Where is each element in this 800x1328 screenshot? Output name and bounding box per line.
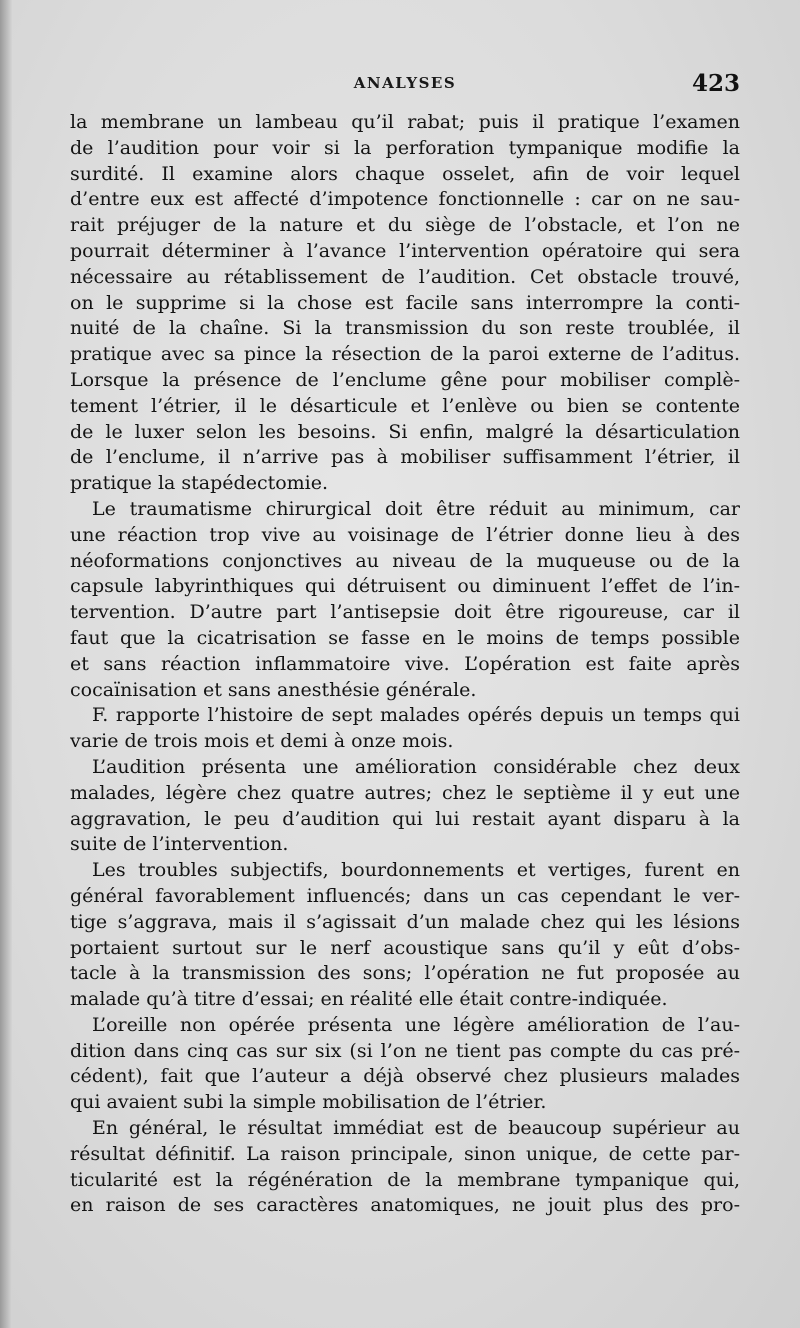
- text-line: portaient surtout sur le nerf acoustique sans qu’il y eût d’obs-: [70, 936, 740, 959]
- text-line: cocaïnisation et sans anesthésie générale.: [70, 678, 477, 701]
- text-line: nuité de la chaîne. Si la transmission du son reste troublée, il: [70, 317, 740, 340]
- text-line: on le supprime si la chose est facile sans interrompre la conti-: [70, 291, 740, 314]
- text-line: qui avaient subi la simple mobilisation de l’étrier.: [70, 1091, 547, 1114]
- running-head: ANALYSES: [353, 74, 457, 92]
- page-header: [70, 70, 740, 100]
- text-line: malade qu’à titre d’essai; en réalité elle était contre-indiquée.: [70, 988, 668, 1011]
- text-line: rait préjuger de la nature et du siège de l’obstacle, et l’on ne: [70, 214, 740, 237]
- text-line: suite de l’intervention.: [70, 833, 289, 856]
- text-line: En général, le résultat immédiat est de beaucoup supérieur au: [92, 1117, 740, 1140]
- text-line: L’oreille non opérée présenta une légère amélioration de l’au-: [92, 1013, 740, 1036]
- text-line: pourrait déterminer à l’avance l’intervention opératoire qui sera: [70, 239, 740, 262]
- text-line: varie de trois mois et demi à onze mois.: [70, 730, 454, 753]
- text-line: tige s’aggrava, mais il s’agissait d’un malade chez qui les lésions: [70, 910, 740, 933]
- text-line: Lorsque la présence de l’enclume gêne pour mobiliser complè-: [70, 368, 740, 391]
- body-text: [70, 110, 740, 1219]
- text-line: de l’audition pour voir si la perforation tympanique modifie la: [70, 136, 740, 159]
- text-line: pratique avec sa pince la résection de la paroi externe de l’aditus.: [70, 343, 740, 366]
- text-line: tacle à la transmission des sons; l’opération ne fut proposée au: [70, 962, 740, 985]
- text-line: F. rapporte l’histoire de sept malades opérés depuis un temps qui: [92, 704, 740, 727]
- text-line: d’entre eux est affecté d’impotence fonctionnelle : car on ne sau-: [70, 188, 740, 211]
- text-line: ticularité est la régénération de la membrane tympanique qui,: [70, 1168, 740, 1191]
- text-line: surdité. Il examine alors chaque osselet, afin de voir lequel: [70, 162, 740, 185]
- text-line: dition dans cinq cas sur six (si l’on ne tient pas compte du cas pré-: [70, 1039, 740, 1062]
- text-line: malades, légère chez quatre autres; chez le septième il y eut une: [70, 781, 740, 804]
- text-line: la membrane un lambeau qu’il rabat; puis il pratique l’examen: [70, 111, 740, 133]
- text-line: général favorablement influencés; dans un cas cependant le ver-: [70, 884, 740, 907]
- text-line: aggravation, le peu d’audition qui lui restait ayant disparu à la: [70, 807, 740, 830]
- text-line: de le luxer selon les besoins. Si enfin, malgré la désarticulation: [70, 420, 740, 443]
- page-binding-shadow: [0, 0, 12, 1328]
- text-line: Les troubles subjectifs, bourdonnements et vertiges, furent en: [92, 859, 740, 882]
- text-line: résultat définitif. La raison principale, sinon unique, de cette par-: [70, 1142, 740, 1165]
- text-line: L’audition présenta une amélioration considérable chez deux: [92, 755, 740, 778]
- text-line: cédent), fait que l’auteur a déjà observé chez plusieurs malades: [70, 1065, 740, 1088]
- text-line: tement l’étrier, il le désarticule et l’enlève ou bien se contente: [70, 394, 740, 417]
- text-line: une réaction trop vive au voisinage de l’étrier donne lieu à des: [70, 523, 740, 546]
- text-line: nécessaire au rétablissement de l’audition. Cet obstacle trouvé,: [70, 265, 740, 288]
- text-line: tervention. D’autre part l’antisepsie doit être rigoureuse, car il: [70, 601, 740, 624]
- text-line: de l’enclume, il n’arrive pas à mobiliser suffisamment l’étrier, il: [70, 446, 740, 469]
- text-line: en raison de ses caractères anatomiques, ne jouit plus des pro-: [70, 1194, 740, 1217]
- text-line: faut que la cicatrisation se fasse en le moins de temps possible: [70, 626, 740, 649]
- text-line: pratique la stapédectomie.: [70, 472, 329, 495]
- text-line: et sans réaction inflammatoire vive. L’opération est faite après: [70, 652, 740, 675]
- text-line: capsule labyrinthiques qui détruisent ou diminuent l’effet de l’in-: [70, 575, 740, 598]
- text-line: néoformations conjonctives au niveau de la muqueuse ou de la: [70, 549, 740, 572]
- text-line: Le traumatisme chirurgical doit être réduit au minimum, car: [92, 497, 740, 520]
- page-number: 423: [691, 70, 740, 97]
